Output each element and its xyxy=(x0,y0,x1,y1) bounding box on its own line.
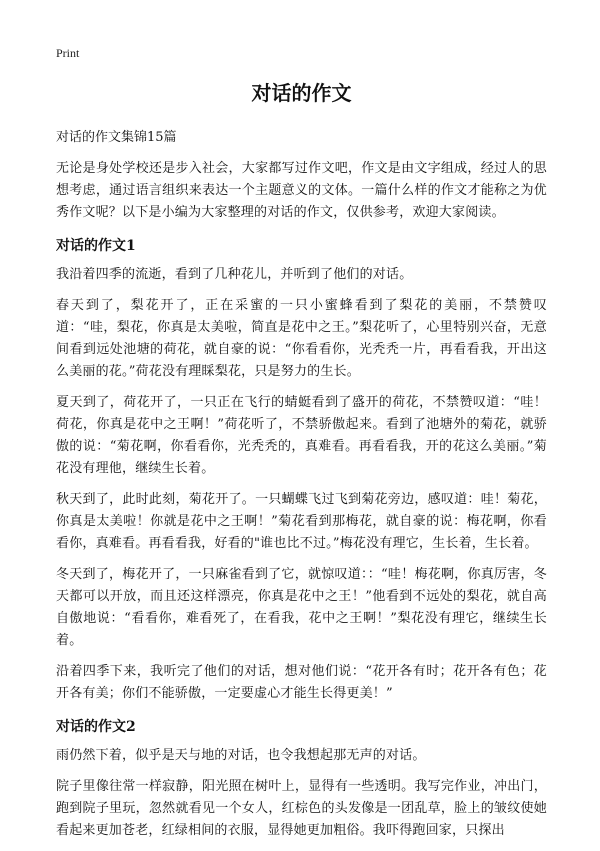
document-subtitle: 对话的作文集锦15篇 xyxy=(56,130,177,145)
section-1-paragraph: 夏天到了，荷花开了，一只正在飞行的蜻蜓看到了盛开的荷花，不禁赞叹道：“哇！荷花，你真是花中之王啊！”荷花听了，不禁骄傲起来。看到了池塘外的菊花，就骄傲的说：“菊花啊，你看看你，光秃秃的，真难看。再看看我，开的花这么美丽。”菊花没有理他，继续生长着。 xyxy=(56,395,547,476)
section-1-paragraph: 沿着四季下来，我听完了他们的对话，想对他们说：“花开各有时；花开各有色；花开各有美；你们不能骄傲，一定要虚心才能生长得更美！” xyxy=(56,664,547,701)
section-1-paragraph: 秋天到了，此时此刻，菊花开了。一只蝴蝶飞过飞到菊花旁边，感叹道：哇！菊花，你真是太美啦！你就是花中之王啊！”菊花看到那梅花，就自豪的说：梅花啊，你看看你，真难看。再看看我，好看的"谁也比不过。”梅花没有理它，生长着，生长着。 xyxy=(56,492,547,551)
section-1-paragraph: 春天到了，梨花开了，正在采蜜的一只小蜜蜂看到了梨花的美丽，不禁赞叹道：“哇，梨花，你真是太美啦，简直是花中之王。”梨花听了，心里特别兴奋，无意间看到远处池塘的荷花，就自豪的说：“你看看你，光秃秃一片，再看看我，开出这么美丽的花。”荷花没有理睬梨花，只是努力的生长。 xyxy=(56,298,547,379)
section-heading-1: 对话的作文1 xyxy=(56,238,136,254)
section-2-paragraph: 雨仍然下着，似乎是天与地的对话，也令我想起那无声的对话。 xyxy=(56,748,426,763)
document-content xyxy=(56,80,547,851)
section-1-paragraph: 冬天到了，梅花开了，一只麻雀看到了它，就惊叹道：：“哇！梅花啊，你真厉害，冬天都可以开放，而且还这样漂亮，你真是花中之王！”他看到不远处的梨花，就自高自傲地说：“看看你，难看死了，在看我，花中之王啊！”梨花没有理它，继续生长着。 xyxy=(56,567,547,648)
page-title: 对话的作文 xyxy=(251,81,352,105)
intro-paragraph: 无论是身处学校还是步入社会，大家都写过作文吧，作文是由文字组成，经过人的思想考虑，通过语言组织来表达一个主题意义的文体。一篇什么样的作文才能称之为优秀作文呢？以下是小编为大家整理的对话的作文，仅供参考，欢迎大家阅读。 xyxy=(56,161,547,220)
section-1-paragraph: 我沿着四季的流逝，看到了几种花儿，并听到了他们的对话。 xyxy=(56,267,413,282)
print-link[interactable]: Print xyxy=(56,46,80,60)
section-heading-2: 对话的作文2 xyxy=(56,719,136,735)
section-2-paragraph: 院子里像往常一样寂静，阳光照在树叶上，显得有一些透明。我写完作业，冲出门，跑到院子里玩，忽然就看见一个女人，红棕色的头发像是一团乱草，脸上的皱纹使她看起来更加苍老，红绿相间的衣服，显得她更加粗俗。我吓得跑回家，只探出 xyxy=(56,779,547,838)
